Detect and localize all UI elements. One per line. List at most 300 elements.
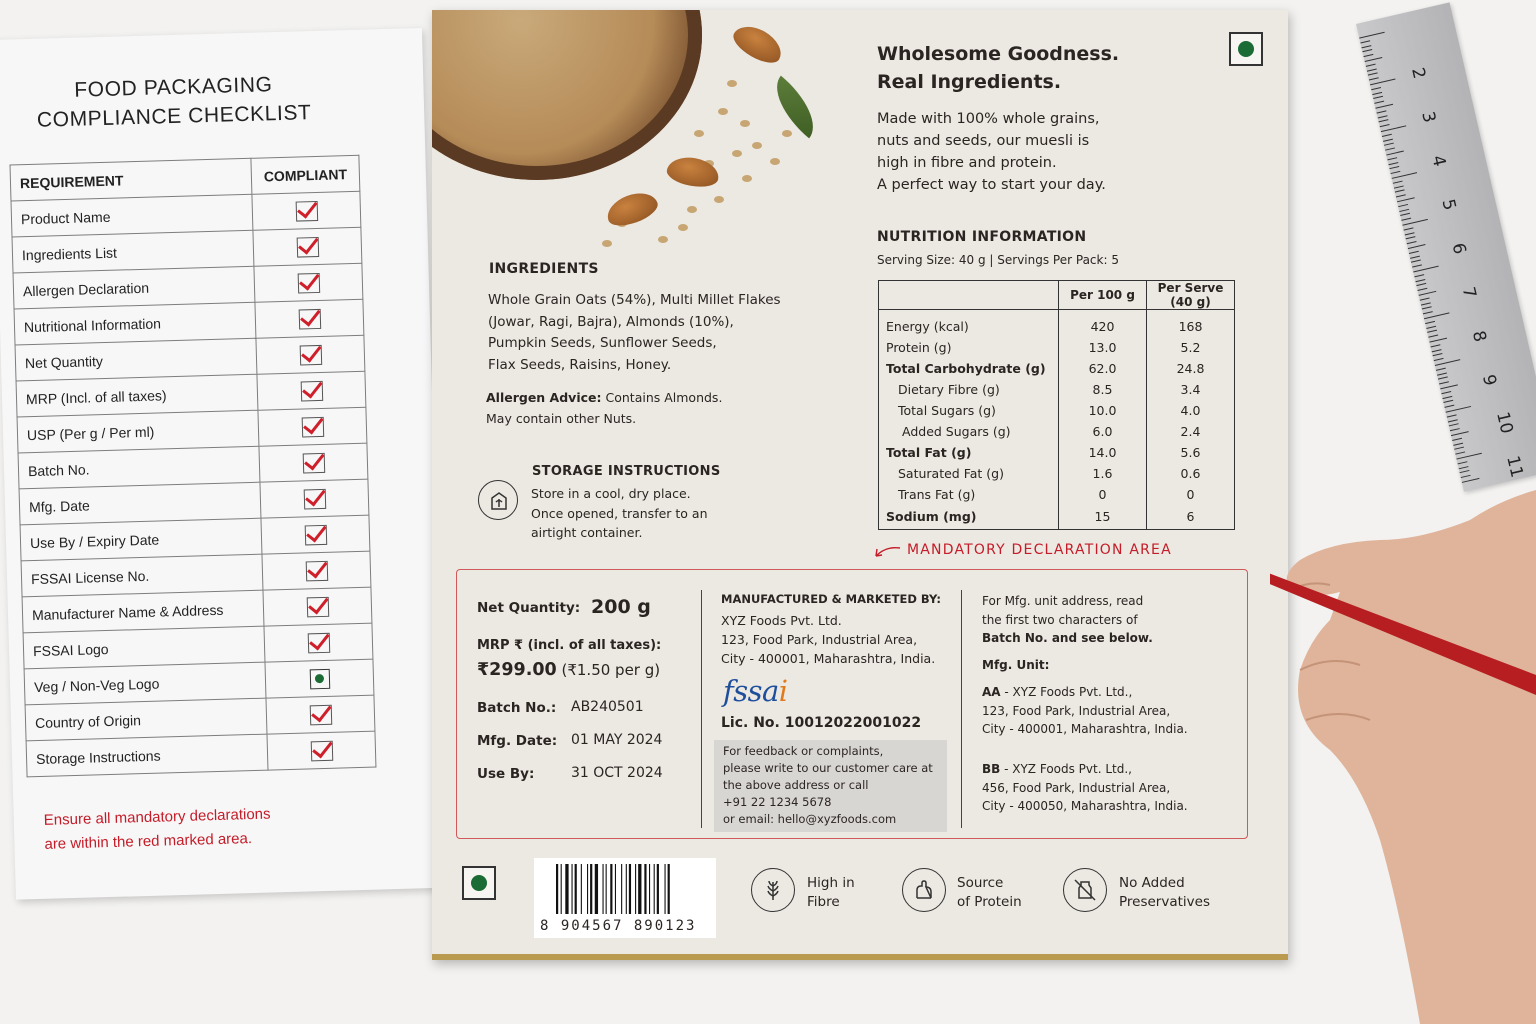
feature-protein (957, 874, 1067, 912)
ingredients-line: Flax Seeds, Raisins, Honey. (488, 356, 672, 373)
ruler-tick (1412, 265, 1422, 268)
ruler-tick (1404, 232, 1414, 235)
ruler-tick (1455, 452, 1465, 455)
ruler-tick (1380, 124, 1390, 127)
ruler-tick (1454, 447, 1464, 450)
checkbox-checked-icon (297, 272, 320, 293)
barcode-bar (575, 864, 577, 914)
nutrition-row (879, 484, 1235, 505)
ruler-tick (1421, 302, 1431, 305)
oat-flake (740, 120, 750, 127)
ruler-number: 8 (1467, 328, 1490, 344)
oat-flake (658, 236, 668, 243)
requirement-label: USP (Per g / Per ml) (17, 410, 259, 453)
ingredients-line: Whole Grain Oats (54%), Multi Millet Flakes (488, 292, 781, 308)
allergen-line2: May contain other Nuts. (486, 410, 637, 426)
feature-line: Preservatives (1119, 894, 1210, 910)
ruler-tick (1431, 349, 1441, 352)
ruler-tick (1360, 40, 1370, 43)
unit-note-line: the first two characters of (982, 612, 1138, 627)
address-line: 123, Food Park, Industrial Area, (721, 632, 918, 647)
hand-holding-pen-image (1270, 480, 1536, 1024)
ruler-tick (1433, 353, 1443, 356)
nutrient-perserve: 5.6 (1147, 442, 1235, 463)
mfg-unit-aa (982, 683, 1222, 739)
ruler-tick (1390, 171, 1400, 174)
ruler-tick (1397, 197, 1415, 202)
batch-label: Batch No.: (477, 700, 557, 716)
oat-flake (602, 240, 612, 247)
checkbox-checked-icon (296, 236, 319, 257)
ruler-tick (1361, 45, 1371, 48)
barcode-bar (629, 864, 631, 914)
barcode-bar (649, 864, 650, 914)
usp-value: (₹1.50 per g) (556, 661, 661, 679)
compliant-cell (252, 191, 361, 230)
serving-info: Serving Size: 40 g | Servings Per Pack: 5 (877, 253, 1119, 267)
compliant-cell (259, 443, 368, 482)
nutrient-per100: 13.0 (1059, 337, 1147, 358)
ruler-tick (1403, 227, 1413, 230)
requirement-label: Batch No. (18, 446, 260, 489)
oat-flake (752, 142, 762, 149)
ruler-tick (1383, 138, 1393, 141)
requirement-label: Veg / Non-Veg Logo (24, 662, 266, 705)
address-line: City - 400001, Maharashtra, India. (721, 651, 936, 666)
ruler-tick (1401, 218, 1411, 221)
nutrient-name: Added Sugars (g) (879, 421, 1059, 442)
ruler-tick (1443, 400, 1453, 403)
storage-line: Store in a cool, dry place. (531, 486, 691, 501)
requirement-label: MRP (Incl. of all taxes) (16, 374, 258, 417)
oat-flake (782, 130, 792, 137)
unit-code: AA (982, 685, 1001, 699)
nutrition-title: NUTRITION INFORMATION (877, 229, 1087, 245)
barcode-bar (654, 864, 655, 914)
ruler-tick (1398, 204, 1408, 207)
compliant-cell (253, 227, 362, 266)
compliant-cell (257, 371, 366, 410)
nutrient-perserve: 4.0 (1147, 400, 1235, 421)
mfg-unit-bb (982, 760, 1222, 816)
mrp-line (477, 660, 660, 680)
ruler-tick (1438, 377, 1448, 380)
ruler-tick (1447, 414, 1457, 417)
ruler-tick (1436, 367, 1446, 370)
ruler-tick (1439, 381, 1449, 384)
ingredients-line: (Jowar, Ragi, Bajra), Almonds (10%), (488, 313, 734, 330)
ruler-tick (1420, 297, 1430, 300)
compliance-checklist-sheet (0, 28, 446, 900)
ingredients-title: INGREDIENTS (489, 261, 599, 277)
ruler-number: 7 (1457, 285, 1480, 301)
almond-image (665, 154, 721, 191)
muesli-bowl-image (432, 10, 702, 190)
oat-flake (770, 158, 780, 165)
ruler-tick (1396, 194, 1406, 197)
ingredients-line: Pumpkin Seeds, Sunflower Seeds, (488, 335, 717, 351)
oat-flake (694, 130, 704, 137)
ruler-tick (1437, 372, 1447, 375)
feedback-email: or email: hello@xyzfoods.com (723, 812, 897, 826)
ruler-tick (1419, 291, 1437, 296)
ruler-tick (1406, 236, 1416, 239)
ruler-tick (1389, 166, 1399, 169)
requirement-label: Nutritional Information (14, 302, 256, 345)
feature-line: No Added (1119, 875, 1185, 891)
nutrition-table (878, 280, 1235, 530)
ruler-tick (1362, 49, 1372, 52)
ruler-tick (1415, 279, 1425, 282)
compliant-cell (255, 299, 364, 338)
nutrient-name: Protein (g) (879, 337, 1059, 358)
requirement-label: Storage Instructions (26, 734, 268, 777)
compliant-cell (266, 695, 375, 734)
requirement-label: Country of Origin (25, 698, 267, 741)
barcode-bar (581, 864, 582, 914)
ruler-tick (1457, 461, 1467, 464)
use-by-value: 31 OCT 2024 (571, 765, 663, 781)
nutrient-perserve: 24.8 (1147, 358, 1235, 379)
col-requirement: REQUIREMENT (10, 158, 252, 201)
requirement-label: Product Name (11, 194, 253, 237)
nutrient-name: Total Fat (g) (879, 442, 1059, 463)
nutrition-row (879, 400, 1235, 421)
net-qty-value: 200 g (591, 596, 651, 618)
unit-code: BB (982, 762, 1001, 776)
ruler-tick (1425, 321, 1435, 324)
barcode-bar (621, 864, 622, 914)
desc-line: nuts and seeds, our muesli is (877, 133, 1090, 149)
unit-note-bold: Batch No. and see below. (982, 631, 1153, 645)
desc-line: A perfect way to start your day. (877, 177, 1106, 193)
barcode-bar (606, 864, 607, 914)
barcode-bar (556, 864, 558, 914)
barcode-bar (635, 864, 636, 914)
ruler-tick (1373, 96, 1383, 99)
ruler-tick (1367, 68, 1377, 71)
ruler-tick (1451, 431, 1469, 436)
headline-line2: Real Ingredients. (877, 71, 1062, 93)
ruler-tick (1428, 335, 1438, 338)
ruler-tick (1365, 57, 1383, 62)
nutrient-per100: 62.0 (1059, 358, 1147, 379)
col-compliant: COMPLIANT (251, 155, 360, 194)
checkbox-checked-icon (295, 200, 318, 221)
ruler-tick (1410, 255, 1420, 258)
column-divider (961, 590, 962, 828)
ruler-tick (1429, 338, 1447, 343)
barcode (534, 858, 716, 938)
checklist-title (13, 68, 334, 135)
ruler-tick (1385, 148, 1395, 151)
compliant-cell (263, 587, 372, 626)
checkbox-checked-icon (303, 488, 326, 509)
nutrient-perserve: 2.4 (1147, 421, 1235, 442)
address-line: XYZ Foods Pvt. Ltd. (721, 613, 842, 628)
storage-text (531, 484, 751, 543)
ruler-tick (1434, 358, 1444, 361)
ruler-tick (1422, 307, 1432, 310)
checkbox-checked-icon (306, 596, 329, 617)
barcode-bar (668, 864, 670, 914)
ruler-tick (1394, 185, 1404, 188)
mrp-value: ₹299.00 (477, 660, 557, 680)
barcode-bars (556, 864, 704, 914)
nutrition-row (879, 379, 1235, 400)
unit-line: 123, Food Park, Industrial Area, (982, 703, 1171, 718)
mrp-label: MRP ₹ (incl. of all taxes): (477, 638, 662, 653)
ruler-tick (1440, 384, 1458, 389)
ruler-tick (1399, 208, 1409, 211)
fssai-logo-text: fssa (723, 674, 779, 708)
nutrition-row (879, 505, 1235, 530)
ruler-tick (1382, 134, 1392, 137)
no-preservatives-icon (1063, 868, 1107, 912)
ruler-tick (1378, 115, 1388, 118)
ruler-tick (1363, 54, 1373, 57)
fssai-logo (723, 674, 788, 708)
nutrient-name: Total Carbohydrate (g) (879, 358, 1059, 379)
storage-title: STORAGE INSTRUCTIONS (532, 464, 721, 479)
nutrient-name: Sodium (mg) (879, 505, 1059, 530)
nutrient-perserve: 168 (1147, 310, 1235, 337)
barcode-bar (665, 864, 666, 914)
ruler-number: 9 (1477, 372, 1500, 388)
package-headline (877, 40, 1119, 96)
barcode-bar (587, 864, 588, 914)
oat-flake (714, 196, 724, 203)
compliant-cell (267, 731, 376, 770)
requirement-label: Net Quantity (15, 338, 257, 381)
muesli-package-back (432, 10, 1288, 960)
feedback-line: please write to our customer care at (723, 761, 933, 775)
requirement-label: Ingredients List (12, 230, 254, 273)
metal-ruler (1356, 2, 1536, 491)
nutrition-row (879, 421, 1235, 442)
ruler-tick (1359, 32, 1385, 39)
mandatory-declaration-box (456, 569, 1248, 839)
oat-flake (742, 175, 752, 182)
barcode-bar (657, 864, 659, 914)
nutrition-row (879, 358, 1235, 379)
wheat-icon (751, 868, 795, 912)
headline-line1: Wholesome Goodness. (877, 43, 1120, 65)
ruler-tick (1400, 213, 1410, 216)
barcode-bar (561, 864, 562, 914)
compliant-cell (262, 551, 371, 590)
barcode-bar (638, 864, 641, 914)
ruler-tick (1409, 251, 1419, 254)
ruler-tick (1369, 77, 1379, 80)
checkbox-checked-icon (309, 704, 332, 725)
nutrient-per100: 0 (1059, 484, 1147, 505)
ruler-tick (1461, 475, 1471, 478)
almond-image (728, 19, 787, 69)
ingredients-text (488, 290, 798, 376)
barcode-bar (572, 864, 573, 914)
checkbox-checked-icon (301, 416, 324, 437)
ruler-tick (1448, 419, 1458, 422)
column-divider (701, 590, 702, 828)
ruler-tick (1376, 110, 1386, 113)
oat-flake (687, 206, 697, 213)
arrow-icon (872, 544, 902, 560)
ruler-tick (1427, 330, 1437, 333)
checklist-note-line1: Ensure all mandatory declarations (43, 805, 271, 829)
checkbox-checked-icon (299, 344, 322, 365)
ruler-tick (1442, 396, 1452, 399)
requirement-label: FSSAI Logo (23, 626, 265, 669)
ruler-number: 3 (1417, 109, 1440, 125)
checklist-table (9, 155, 376, 778)
feedback-phone: +91 22 1234 5678 (723, 795, 832, 809)
oat-flake (678, 224, 688, 231)
feature-line: High in (807, 875, 855, 891)
nutrition-row (879, 442, 1235, 463)
barcode-bar (644, 864, 646, 914)
checklist-title-line2: COMPLIANCE CHECKLIST (36, 101, 312, 132)
ruler-tick (1387, 157, 1397, 160)
veg-dot-icon (309, 668, 330, 689)
ruler-tick (1408, 244, 1426, 249)
almond-image (603, 187, 661, 231)
ruler-tick (1375, 104, 1393, 109)
oat-flake (732, 150, 742, 157)
ruler-tick (1371, 87, 1381, 90)
fssai-logo-text: i (778, 674, 788, 708)
unit-line: - XYZ Foods Pvt. Ltd., (1000, 762, 1132, 776)
ruler-tick (1452, 438, 1462, 441)
mfg-unit-note (982, 592, 1222, 648)
allergen-label: Allergen Advice: (486, 390, 602, 405)
checklist-note (43, 800, 364, 857)
nutrient-perserve: 6 (1147, 505, 1235, 530)
ruler-tick (1388, 162, 1398, 165)
allergen-text: Contains Almonds. (601, 390, 723, 405)
unit-line: 456, Food Park, Industrial Area, (982, 780, 1171, 795)
desc-line: high in fibre and protein. (877, 155, 1057, 171)
ruler-number: 4 (1427, 153, 1450, 169)
allergen-advice (486, 388, 806, 429)
unit-line: City - 400050, Maharashtra, India. (982, 799, 1188, 813)
feature-line: Source (957, 875, 1004, 891)
ruler-tick (1374, 101, 1384, 104)
ruler-tick (1416, 283, 1426, 286)
barcode-bar (610, 864, 612, 914)
nutrient-name: Saturated Fat (g) (879, 463, 1059, 484)
compliant-cell (264, 623, 373, 662)
checkbox-checked-icon (304, 524, 327, 545)
nutrient-per100: 14.0 (1059, 442, 1147, 463)
ruler-tick (1460, 470, 1470, 473)
batch-value: AB240501 (571, 699, 644, 715)
barcode-bar (626, 864, 627, 914)
nutrient-per100: 1.6 (1059, 463, 1147, 484)
feature-high-fibre (807, 874, 917, 912)
requirement-label: Use By / Expiry Date (20, 518, 262, 561)
unit-note-line: For Mfg. unit address, read (982, 594, 1144, 608)
manufacturer-title: MANUFACTURED & MARKETED BY: (721, 592, 941, 606)
ruler-tick (1430, 344, 1440, 347)
feature-no-preservatives (1119, 874, 1229, 912)
compliant-cell (261, 515, 370, 554)
ruler-tick (1450, 428, 1460, 431)
nutrient-name: Total Sugars (g) (879, 400, 1059, 421)
oat-flake (727, 80, 737, 87)
storage-line: Once opened, transfer to an (531, 505, 708, 521)
storage-line: airtight container. (531, 525, 643, 540)
perserve-col-header: Per Serve (40 g) (1147, 281, 1235, 310)
barcode-bar (590, 864, 592, 914)
nutrition-row (879, 337, 1235, 358)
nutrient-perserve: 5.2 (1147, 337, 1235, 358)
requirement-label: Manufacturer Name & Address (22, 590, 264, 633)
protein-icon (902, 868, 946, 912)
barcode-number: 8 904567 890123 (540, 918, 697, 934)
leaf-image (762, 76, 829, 139)
desc-line: Made with 100% whole grains, (877, 111, 1100, 127)
barcode-bar (565, 864, 568, 914)
ruler-tick (1386, 151, 1404, 156)
unit-line: - XYZ Foods Pvt. Ltd., (1000, 685, 1133, 699)
checkbox-checked-icon (307, 632, 330, 653)
mfg-unit-title: Mfg. Unit: (982, 658, 1050, 672)
nutrient-per100: 10.0 (1059, 400, 1147, 421)
checkbox-checked-icon (300, 380, 323, 401)
compliant-cell (265, 659, 374, 698)
requirement-label: FSSAI License No. (21, 554, 263, 597)
package-description (877, 108, 1106, 196)
nutrient-per100: 420 (1059, 310, 1147, 337)
unit-line: City - 400001, Maharashtra, India. (982, 722, 1188, 736)
feature-line: Fibre (807, 894, 840, 910)
mfg-date-value: 01 MAY 2024 (571, 732, 663, 748)
feedback-line: For feedback or complaints, (723, 744, 884, 758)
ruler-tick (1449, 424, 1459, 427)
storage-icon (478, 480, 518, 520)
nutrient-perserve: 3.4 (1147, 379, 1235, 400)
nutrient-name: Dietary Fibre (g) (879, 379, 1059, 400)
feature-line: of Protein (957, 894, 1022, 910)
ruler-number: 10 (1492, 410, 1517, 436)
ruler-number: 5 (1437, 197, 1460, 213)
per100-col-header: Per 100 g (1059, 281, 1147, 310)
nutrition-row (879, 463, 1235, 484)
veg-logo (1229, 32, 1263, 66)
ruler-tick (1444, 405, 1454, 408)
compliant-cell (258, 407, 367, 446)
compliant-cell (254, 263, 363, 302)
nutrient-per100: 8.5 (1059, 379, 1147, 400)
barcode-bar (603, 864, 604, 914)
nutrient-perserve: 0 (1147, 484, 1235, 505)
checklist-title-line1: FOOD PACKAGING (74, 73, 273, 102)
checklist-note-line2: are within the red marked area. (44, 830, 253, 853)
manufacturer-address (721, 611, 941, 668)
ruler-tick (1411, 260, 1421, 263)
ruler-tick (1372, 92, 1382, 95)
ruler-tick (1379, 120, 1389, 123)
nutrient-per100: 6.0 (1059, 421, 1147, 442)
ruler-number: 2 (1407, 65, 1430, 81)
feedback-box (714, 740, 947, 832)
mandatory-area-label: MANDATORY DECLARATION AREA (907, 542, 1172, 558)
checkbox-checked-icon (298, 308, 321, 329)
checkbox-checked-icon (305, 560, 328, 581)
ruler-tick (1407, 241, 1417, 244)
requirement-label: Allergen Declaration (13, 266, 255, 309)
